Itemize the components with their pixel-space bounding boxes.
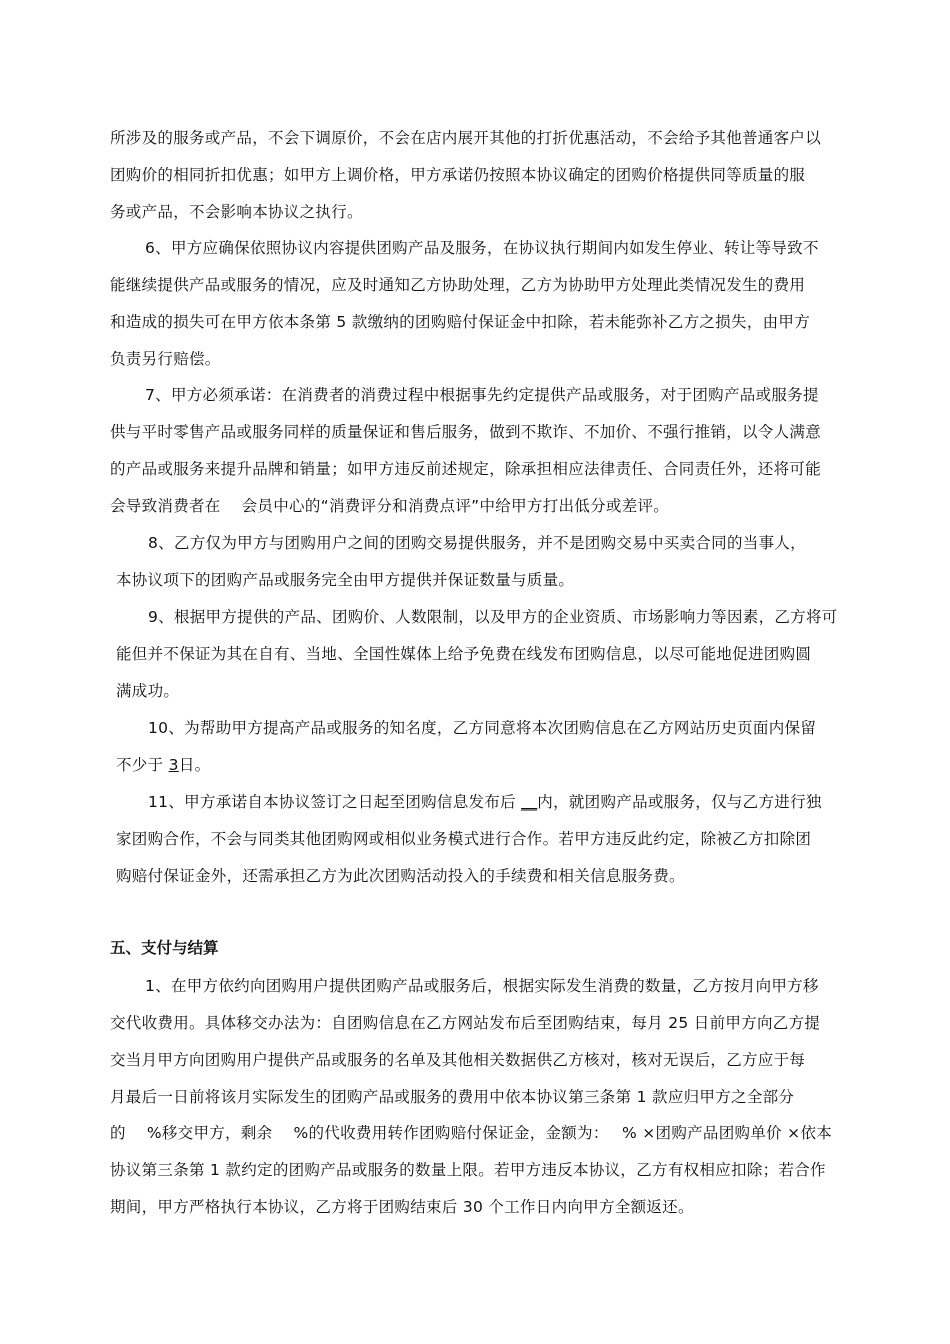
clause-10-suffix: 日。 [178,756,211,774]
section-5-clause-1-line-3: 交当月甲方向团购用户提供产品或服务的名单及其他相关数据供乙方核对，核对无误后，乙方应于每 [110,1051,806,1069]
clause-11-line-3: 购赔付保证金外，还需承担乙方为此次团购活动投入的手续费和相关信息服务费。 [116,867,685,885]
clause-8-line-2: 本协议项下的团购产品或服务完全由甲方提供并保证数量与质量。 [116,571,575,589]
clause-11-line-2: 家团购合作，不会与同类其他团购网或相似业务模式进行合作。若甲方违反此约定，除被乙方扣除团 [116,830,812,848]
retention-days: 3 [168,756,179,774]
section-5-heading: 五、支付与结算 [110,939,219,957]
section-5-clause-1-line-2: 交代收费用。具体移交办法为：自团购信息在乙方网站发布后至团购结束，每月 25 日前甲方向乙方提 [110,1014,821,1032]
clause-9-line-3: 满成功。 [116,682,180,700]
clause-10-line-1: 10、为帮助甲方提高产品或服务的知名度，乙方同意将本次团购信息在乙方网站历史页面内保留 [148,719,817,737]
clause-7-line-2: 供与平时零售产品或服务同样的质量保证和售后服务，做到不欺诈、不加价、不强行推销，以令人满意 [110,423,822,441]
clause-9-line-2: 能但并不保证为其在自有、当地、全国性媒体上给予免费在线发布团购信息，以尽可能地促进团购圆 [116,645,812,663]
clause-8-line-1: 8、乙方仅为甲方与团购用户之间的团购交易提供服务，并不是团购交易中买卖合同的当事人， [148,534,806,552]
section-5-clause-1-line-1: 1、在甲方依约向团购用户提供团购产品或服务后，根据实际发生消费的数量，乙方按月向甲方移 [145,977,819,995]
clause-6-line-1: 6、甲方应确保依照协议内容提供团购产品及服务，在协议执行期间内如发生停业、转让等导致不 [145,239,819,257]
clause-6-line-4: 负责另行赔偿。 [110,350,221,368]
clause-7-line-4: 会导致消费者在 会员中心的“消费评分和消费点评”中给甲方打出低分或差评。 [110,497,670,515]
section-5-clause-1-line-6: 协议第三条第 1 款约定的团购产品或服务的数量上限。若甲方违反本协议，乙方有权相应扣除；若合作 [110,1161,826,1179]
clause-7-line-1: 7、甲方必须承诺：在消费者的消费过程中根据事先约定提供产品或服务，对于团购产品或服务提 [145,386,819,404]
clause-10-prefix: 不少于 [116,756,169,774]
section-5-clause-1-line-5: 的 %移交甲方，剩余 %的代收费用转作团购赔付保证金，金额为： % ×团购产品团购单价 ×依本 [110,1124,833,1142]
para-0-line-1: 所涉及的服务或产品，不会下调原价，不会在店内展开其他的打折优惠活动，不会给予其他普通客户以 [110,129,822,147]
clause-11-prefix: 11、甲方承诺自本协议签订之日起至团购信息发布后 [148,793,522,811]
section-5-clause-1-line-7: 期间，甲方严格执行本协议，乙方将于团购结束后 30 个工作日内向甲方全额返还。 [110,1198,694,1216]
clause-9-line-1: 9、根据甲方提供的产品、团购价、人数限制，以及甲方的企业资质、市场影响力等因素，乙方将可 [148,608,838,626]
clause-10-line-2 [116,755,210,775]
exclusivity-period-blank: __ [521,793,538,811]
para-0-line-2: 团购价的相同折扣优惠；如甲方上调价格，甲方承诺仍按照本协议确定的团购价格提供同等质量的服 [110,166,806,184]
clause-6-line-3: 和造成的损失可在甲方依本条第 5 款缴纳的团购赔付保证金中扣除，若未能弥补乙方之损失，由甲方 [110,313,811,331]
clause-11-suffix: 内，就团购产品或服务，仅与乙方进行独 [537,793,822,811]
clause-7-line-3: 的产品或服务来提升品牌和销量；如甲方违反前述规定，除承担相应法律责任、合同责任外，还将可能 [110,460,822,478]
section-5-clause-1-line-4: 月最后一日前将该月实际发生的团购产品或服务的费用中依本协议第三条第 1 款应归甲方之全部分 [110,1088,795,1106]
clause-6-line-2: 能继续提供产品或服务的情况，应及时通知乙方协助处理，乙方为协助甲方处理此类情况发生的费用 [110,276,806,294]
clause-11-line-1 [148,792,822,812]
para-0-line-3: 务或产品，不会影响本协议之执行。 [110,203,363,221]
